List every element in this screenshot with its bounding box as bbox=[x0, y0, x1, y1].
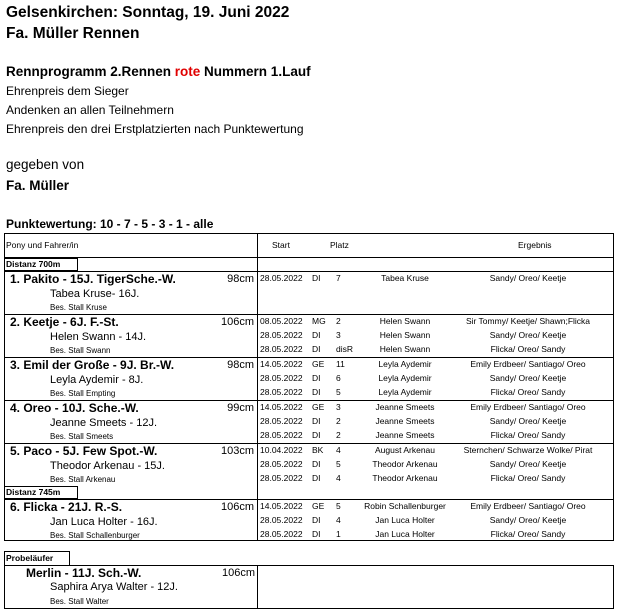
col-pony-header: Pony und Fahrer/in bbox=[6, 240, 79, 250]
prize-3: Ehrenpreis den drei Erstplatzierten nach Punktewertung bbox=[6, 122, 304, 136]
given-by-label: gegeben von bbox=[6, 157, 85, 172]
result-ergebnis: Flicka/ Oreo/ Sandy bbox=[490, 387, 566, 397]
date-line: Gelsenkirchen: Sonntag, 19. Juni 2022 bbox=[6, 4, 290, 21]
col-ergebnis-header: Ergebnis bbox=[518, 240, 552, 250]
entry-size: 106cm bbox=[220, 316, 254, 328]
result-date: 14.05.2022 bbox=[260, 359, 303, 369]
result-type: GE bbox=[312, 501, 325, 511]
result-ergebnis: Sternchen/ Schwarze Wolke/ Pirat bbox=[463, 445, 593, 455]
result-driver: Jan Luca Holter bbox=[375, 529, 435, 539]
prize-1: Ehrenpreis dem Sieger bbox=[6, 84, 129, 98]
entry-driver: Theodor Arkenau - 15J. bbox=[50, 460, 165, 472]
probe-size: 106cm bbox=[222, 567, 256, 579]
result-ergebnis: Emily Erdbeer/ Santiago/ Oreo bbox=[470, 402, 586, 412]
result-date: 08.05.2022 bbox=[260, 316, 303, 326]
entry-stable: Bes. Stall Smeets bbox=[50, 432, 114, 441]
result-place: 11 bbox=[336, 359, 345, 369]
result-place: 2 bbox=[336, 430, 341, 440]
result-type: DI bbox=[312, 416, 321, 426]
col-platz-header: Platz bbox=[330, 240, 349, 250]
result-place: 4 bbox=[336, 515, 341, 525]
prize-2: Andenken an allen Teilnehmern bbox=[6, 103, 174, 117]
entry-driver: Tabea Kruse- 16J. bbox=[50, 288, 140, 300]
entry-size: 98cm bbox=[227, 359, 254, 371]
result-type: DI bbox=[312, 459, 321, 469]
result-date: 28.05.2022 bbox=[260, 459, 303, 469]
entry-size: 98cm bbox=[227, 273, 254, 285]
sponsor: Fa. Müller bbox=[6, 178, 70, 193]
entry-driver: Jeanne Smeets - 12J. bbox=[50, 417, 158, 429]
result-date: 28.05.2022 bbox=[260, 529, 303, 539]
result-driver: Leyla Aydemir bbox=[378, 373, 432, 383]
col-start-header: Start bbox=[272, 240, 290, 250]
entry-size: 99cm bbox=[227, 402, 254, 414]
result-driver: Tabea Kruse bbox=[381, 273, 429, 283]
result-ergebnis: Flicka/ Oreo/ Sandy bbox=[490, 430, 566, 440]
result-ergebnis: Sandy/ Oreo/ Keetje bbox=[489, 515, 567, 525]
result-date: 28.05.2022 bbox=[260, 515, 303, 525]
result-place: 2 bbox=[336, 416, 341, 426]
probe-stable: Bes. Stall Walter bbox=[50, 597, 109, 606]
result-type: DI bbox=[312, 515, 321, 525]
result-date: 28.05.2022 bbox=[260, 473, 303, 483]
entry-pony: 1. Pakito - 15J. TigerSche.-W. bbox=[10, 272, 176, 286]
result-ergebnis: Sandy/ Oreo/ Keetje bbox=[489, 273, 567, 283]
result-ergebnis: Sandy/ Oreo/ Keetje bbox=[489, 373, 567, 383]
entry-stable: Bes. Stall Schallenburger bbox=[50, 531, 140, 540]
entry-stable: Bes. Stall Arkenau bbox=[50, 475, 116, 484]
result-type: BK bbox=[312, 445, 324, 455]
distance-700-label: Distanz 700m bbox=[6, 259, 61, 269]
probe-label: Probeläufer bbox=[6, 553, 54, 563]
distance-745-label: Distanz 745m bbox=[6, 487, 61, 497]
result-type: DI bbox=[312, 344, 321, 354]
result-date: 28.05.2022 bbox=[260, 416, 303, 426]
entry-pony: 5. Paco - 5J. Few Spot.-W. bbox=[10, 444, 158, 458]
result-place: 1 bbox=[336, 529, 341, 539]
entry-driver: Leyla Aydemir - 8J. bbox=[50, 374, 144, 386]
result-ergebnis: Emily Erdbeer/ Santiago/ Oreo bbox=[470, 359, 586, 369]
entry-size: 106cm bbox=[220, 501, 254, 513]
result-driver: Theodor Arkenau bbox=[372, 459, 438, 469]
result-place: 4 bbox=[336, 473, 341, 483]
result-driver: Helen Swann bbox=[379, 344, 431, 354]
entry-driver: Jan Luca Holter - 16J. bbox=[50, 516, 158, 528]
probe-pony: Merlin - 11J. Sch.-W. bbox=[26, 566, 142, 580]
result-place: 2 bbox=[336, 316, 341, 326]
result-type: DI bbox=[312, 373, 321, 383]
probe-driver: Saphira Arya Walter - 12J. bbox=[50, 581, 178, 593]
result-driver: Jeanne Smeets bbox=[375, 430, 435, 440]
result-type: DI bbox=[312, 430, 321, 440]
result-driver: Theodor Arkenau bbox=[372, 473, 438, 483]
program-title: Rennprogramm 2.Rennen rote Nummern 1.Lauf bbox=[6, 64, 311, 79]
result-place: 3 bbox=[336, 402, 341, 412]
result-date: 10.04.2022 bbox=[260, 445, 303, 455]
result-ergebnis: Sir Tommy/ Keetje/ Shawn;Flicka bbox=[465, 316, 591, 326]
result-driver: Robin Schallenburger bbox=[364, 501, 446, 511]
entry-stable: Bes. Stall Empting bbox=[50, 389, 116, 398]
result-ergebnis: Sandy/ Oreo/ Keetje bbox=[489, 416, 567, 426]
result-ergebnis: Sandy/ Oreo/ Keetje bbox=[489, 330, 567, 340]
result-driver: August Arkenau bbox=[374, 445, 435, 455]
result-type: GE bbox=[312, 402, 325, 412]
result-place: 7 bbox=[336, 273, 341, 283]
result-date: 28.05.2022 bbox=[260, 344, 303, 354]
result-date: 28.05.2022 bbox=[260, 387, 303, 397]
result-type: DI bbox=[312, 330, 321, 340]
result-date: 28.05.2022 bbox=[260, 273, 303, 283]
result-date: 28.05.2022 bbox=[260, 330, 303, 340]
result-type: DI bbox=[312, 529, 321, 539]
result-ergebnis: Emily Erdbeer/ Santiago/ Oreo bbox=[470, 501, 586, 511]
result-ergebnis: Flicka/ Oreo/ Sandy bbox=[490, 529, 566, 539]
result-place: 5 bbox=[336, 387, 341, 397]
result-place: 3 bbox=[336, 330, 341, 340]
result-driver: Jan Luca Holter bbox=[375, 515, 435, 525]
result-ergebnis: Flicka/ Oreo/ Sandy bbox=[490, 473, 566, 483]
entry-size: 103cm bbox=[220, 445, 254, 457]
result-place: disR bbox=[336, 344, 354, 354]
result-type: DI bbox=[312, 473, 321, 483]
race-name: Fa. Müller Rennen bbox=[6, 25, 140, 42]
result-place: 5 bbox=[336, 459, 341, 469]
entry-pony: 2. Keetje - 6J. F.-St. bbox=[10, 315, 119, 329]
result-type: DI bbox=[312, 273, 321, 283]
result-driver: Leyla Aydemir bbox=[378, 387, 432, 397]
points-line: Punktewertung: 10 - 7 - 5 - 3 - 1 - alle bbox=[6, 217, 214, 231]
entry-pony: 6. Flicka - 21J. R.-S. bbox=[10, 500, 123, 514]
result-type: GE bbox=[312, 359, 325, 369]
result-place: 6 bbox=[336, 373, 341, 383]
result-type: DI bbox=[312, 387, 321, 397]
result-driver: Leyla Aydemir bbox=[378, 359, 432, 369]
result-date: 14.05.2022 bbox=[260, 501, 303, 511]
entry-pony: 3. Emil der Große - 9J. Br.-W. bbox=[10, 358, 175, 372]
entry-stable: Bes. Stall Kruse bbox=[50, 303, 107, 312]
result-date: 28.05.2022 bbox=[260, 430, 303, 440]
result-place: 5 bbox=[336, 501, 341, 511]
result-driver: Jeanne Smeets bbox=[375, 402, 435, 412]
result-place: 4 bbox=[336, 445, 341, 455]
result-date: 28.05.2022 bbox=[260, 373, 303, 383]
result-type: MG bbox=[312, 316, 326, 326]
entry-stable: Bes. Stall Swann bbox=[50, 346, 111, 355]
entry-pony: 4. Oreo - 10J. Sche.-W. bbox=[10, 401, 139, 415]
result-ergebnis: Sandy/ Oreo/ Keetje bbox=[489, 459, 567, 469]
result-date: 14.05.2022 bbox=[260, 402, 303, 412]
result-driver: Jeanne Smeets bbox=[375, 416, 435, 426]
result-ergebnis: Flicka/ Oreo/ Sandy bbox=[490, 344, 566, 354]
entry-driver: Helen Swann - 14J. bbox=[50, 331, 146, 343]
result-driver: Helen Swann bbox=[379, 316, 431, 326]
result-driver: Helen Swann bbox=[379, 330, 431, 340]
